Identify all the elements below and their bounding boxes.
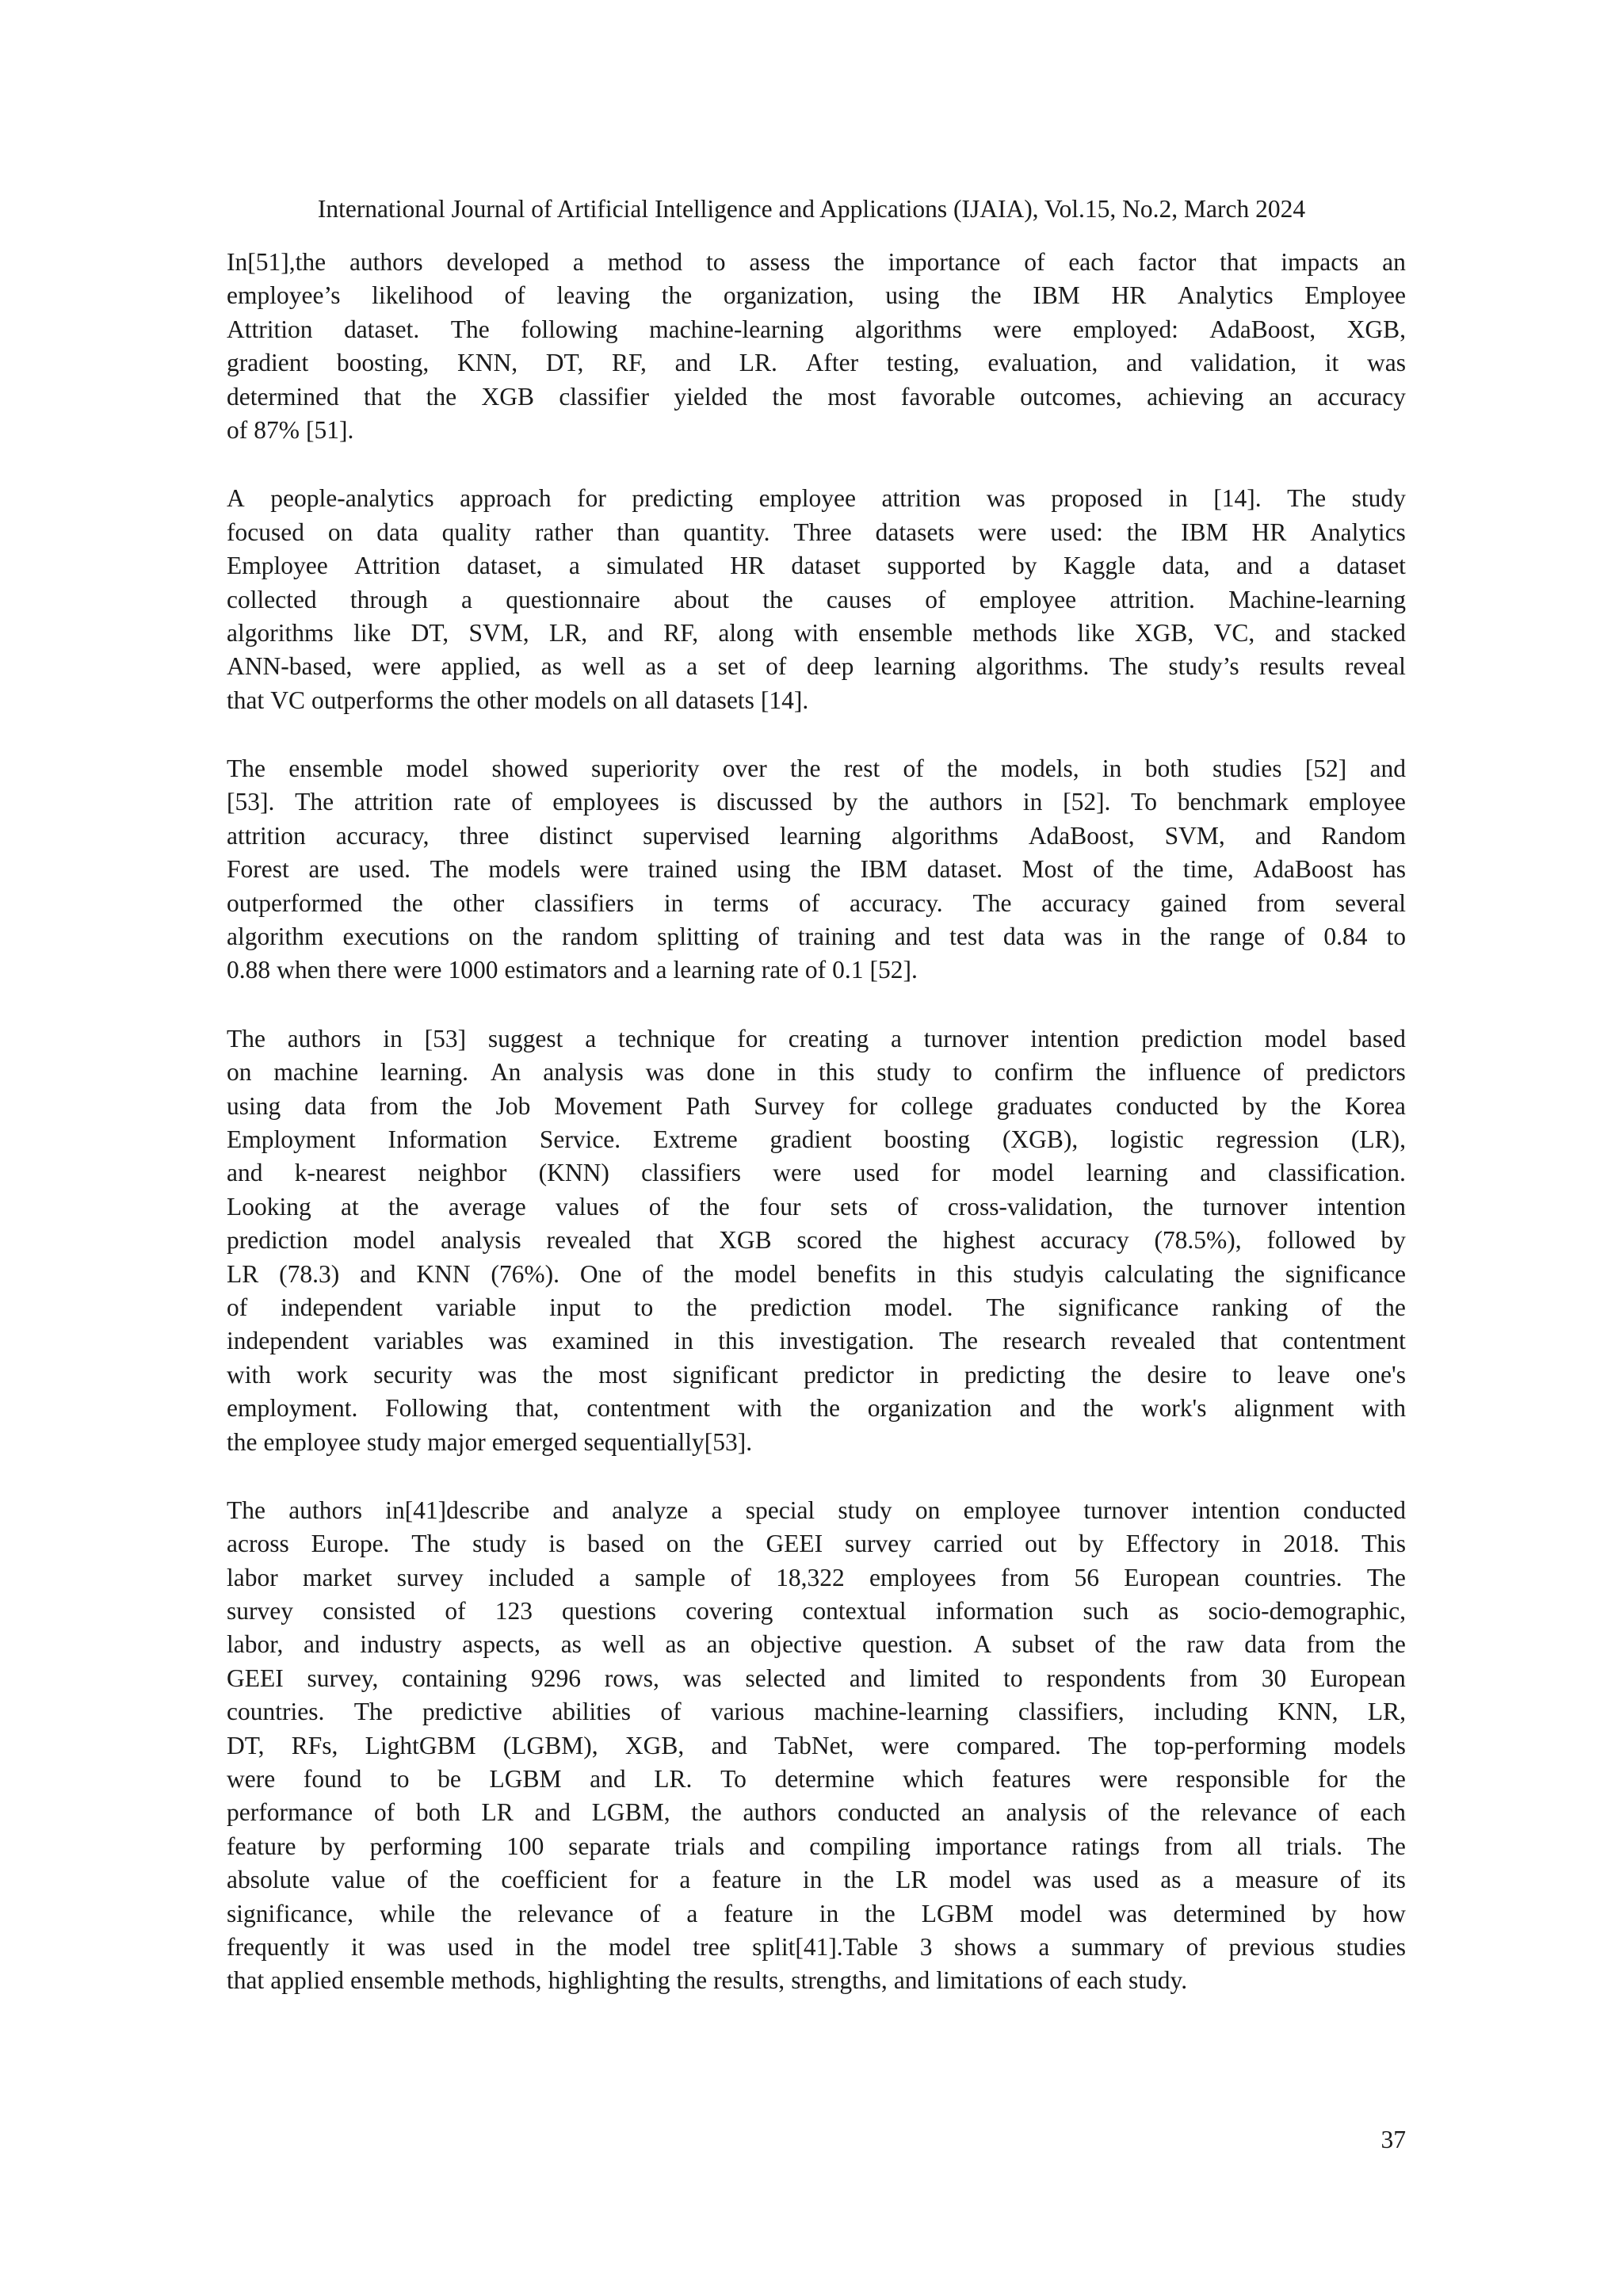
text-line: survey consisted of 123 questions covering contextual information such as socio-demographic, — [227, 1597, 1406, 1626]
text-line: determined that the XGB classifier yielded the most favorable outcomes, achieving an accuracy — [227, 382, 1406, 411]
paragraph — [227, 246, 1406, 447]
text-line: frequently it was used in the model tree split[41].Table 3 shows a summary of previous studies — [227, 1932, 1406, 1961]
text-line: 0.88 when there were 1000 estimators and a learning rate of 0.1 [52]. — [227, 956, 918, 984]
text-line: that VC outperforms the other models on all datasets [14]. — [227, 686, 809, 714]
text-line: prediction model analysis revealed that XGB scored the highest accuracy (78.5%), followed by — [227, 1226, 1406, 1255]
body-text — [227, 246, 1406, 2033]
page-number: 37 — [1381, 2126, 1406, 2153]
text-line: Looking at the average values of the four sets of cross-validation, the turnover intention — [227, 1192, 1406, 1221]
text-line: of 87% [51]. — [227, 415, 354, 444]
text-line: The authors in[41]describe and analyze a special study on employee turnover intention conducted — [227, 1496, 1406, 1524]
text-line: ANN-based, were applied, as well as a set of deep learning algorithms. The study’s results reveal — [227, 652, 1406, 681]
text-line: employment. Following that, contentment with the organization and the work's alignment with — [227, 1394, 1406, 1423]
text-line: focused on data quality rather than quantity. Three datasets were used: the IBM HR Analytics — [227, 518, 1406, 546]
text-line: The authors in [53] suggest a technique for creating a turnover intention prediction model based — [227, 1024, 1406, 1052]
text-line: were found to be LGBM and LR. To determine which features were responsible for the — [227, 1765, 1406, 1794]
text-line: In[51],the authors developed a method to assess the importance of each factor that impacts an — [227, 248, 1406, 276]
text-line: DT, RFs, LightGBM (LGBM), XGB, and TabNet, were compared. The top-performing models — [227, 1731, 1406, 1759]
text-line: using data from the Job Movement Path Survey for college graduates conducted by the Korea — [227, 1091, 1406, 1120]
text-line: gradient boosting, KNN, DT, RF, and LR. After testing, evaluation, and validation, it was — [227, 349, 1406, 377]
text-line: that applied ensemble methods, highlighting the results, strengths, and limitations of each study. — [227, 1966, 1188, 1995]
text-line: The ensemble model showed superiority over the rest of the models, in both studies [52] and — [227, 755, 1406, 783]
text-line: [53]. The attrition rate of employees is discussed by the authors in [52]. To benchmark employee — [227, 788, 1406, 816]
paragraph — [227, 752, 1406, 988]
text-line: and k-nearest neighbor (KNN) classifiers were used for model learning and classification. — [227, 1159, 1406, 1187]
journal-header: International Journal of Artificial Intelligence and Applications (IJAIA), Vol.15, No.2, March 2024 — [317, 195, 1306, 223]
text-line: Forest are used. The models were trained using the IBM dataset. Most of the time, AdaBoost has — [227, 855, 1406, 884]
text-line: attrition accuracy, three distinct supervised learning algorithms AdaBoost, SVM, and Random — [227, 821, 1406, 850]
text-line: on machine learning. An analysis was done in this study to confirm the influence of predictors — [227, 1058, 1406, 1087]
text-line: with work security was the most significant predictor in predicting the desire to leave one's — [227, 1360, 1406, 1389]
paragraph — [227, 482, 1406, 717]
paragraph — [227, 1022, 1406, 1459]
text-line: the employee study major emerged sequentially[53]. — [227, 1427, 753, 1456]
text-line: LR (78.3) and KNN (76%). One of the model benefits in this studyis calculating the significance — [227, 1259, 1406, 1288]
text-line: significance, while the relevance of a feature in the LGBM model was determined by how — [227, 1899, 1406, 1927]
text-line: feature by performing 100 separate trials and compiling importance ratings from all trials. The — [227, 1832, 1406, 1860]
text-line: absolute value of the coefficient for a feature in the LR model was used as a measure of its — [227, 1866, 1406, 1894]
text-line: countries. The predictive abilities of various machine-learning classifiers, including KNN, LR, — [227, 1698, 1406, 1726]
text-line: of independent variable input to the prediction model. The significance ranking of the — [227, 1293, 1406, 1321]
text-line: labor market survey included a sample of 18,322 employees from 56 European countries. The — [227, 1563, 1406, 1591]
text-line: algorithm executions on the random splitting of training and test data was in the range of 0.84 to — [227, 923, 1406, 951]
text-line: A people-analytics approach for predicting employee attrition was proposed in [14]. The study — [227, 484, 1406, 513]
text-line: GEEI survey, containing 9296 rows, was selected and limited to respondents from 30 European — [227, 1664, 1406, 1692]
text-line: outperformed the other classifiers in terms of accuracy. The accuracy gained from several — [227, 888, 1406, 917]
text-line: performance of both LR and LGBM, the authors conducted an analysis of the relevance of each — [227, 1798, 1406, 1827]
paragraph — [227, 1494, 1406, 1998]
text-line: employee’s likelihood of leaving the organization, using the IBM HR Analytics Employee — [227, 281, 1406, 310]
text-line: Attrition dataset. The following machine-learning algorithms were employed: AdaBoost, XGB, — [227, 315, 1406, 343]
text-line: algorithms like DT, SVM, LR, and RF, along with ensemble methods like XGB, VC, and stacked — [227, 618, 1406, 647]
text-line: labor, and industry aspects, as well as an objective question. A subset of the raw data from the — [227, 1630, 1406, 1659]
text-line: Employee Attrition dataset, a simulated HR dataset supported by Kaggle data, and a dataset — [227, 552, 1406, 580]
text-line: across Europe. The study is based on the GEEI survey carried out by Effectory in 2018. This — [227, 1530, 1406, 1558]
text-line: independent variables was examined in this investigation. The research revealed that contentment — [227, 1327, 1406, 1355]
text-line: Employment Information Service. Extreme gradient boosting (XGB), logistic regression (LR), — [227, 1125, 1406, 1153]
text-line: collected through a questionnaire about the causes of employee attrition. Machine-learning — [227, 585, 1406, 613]
